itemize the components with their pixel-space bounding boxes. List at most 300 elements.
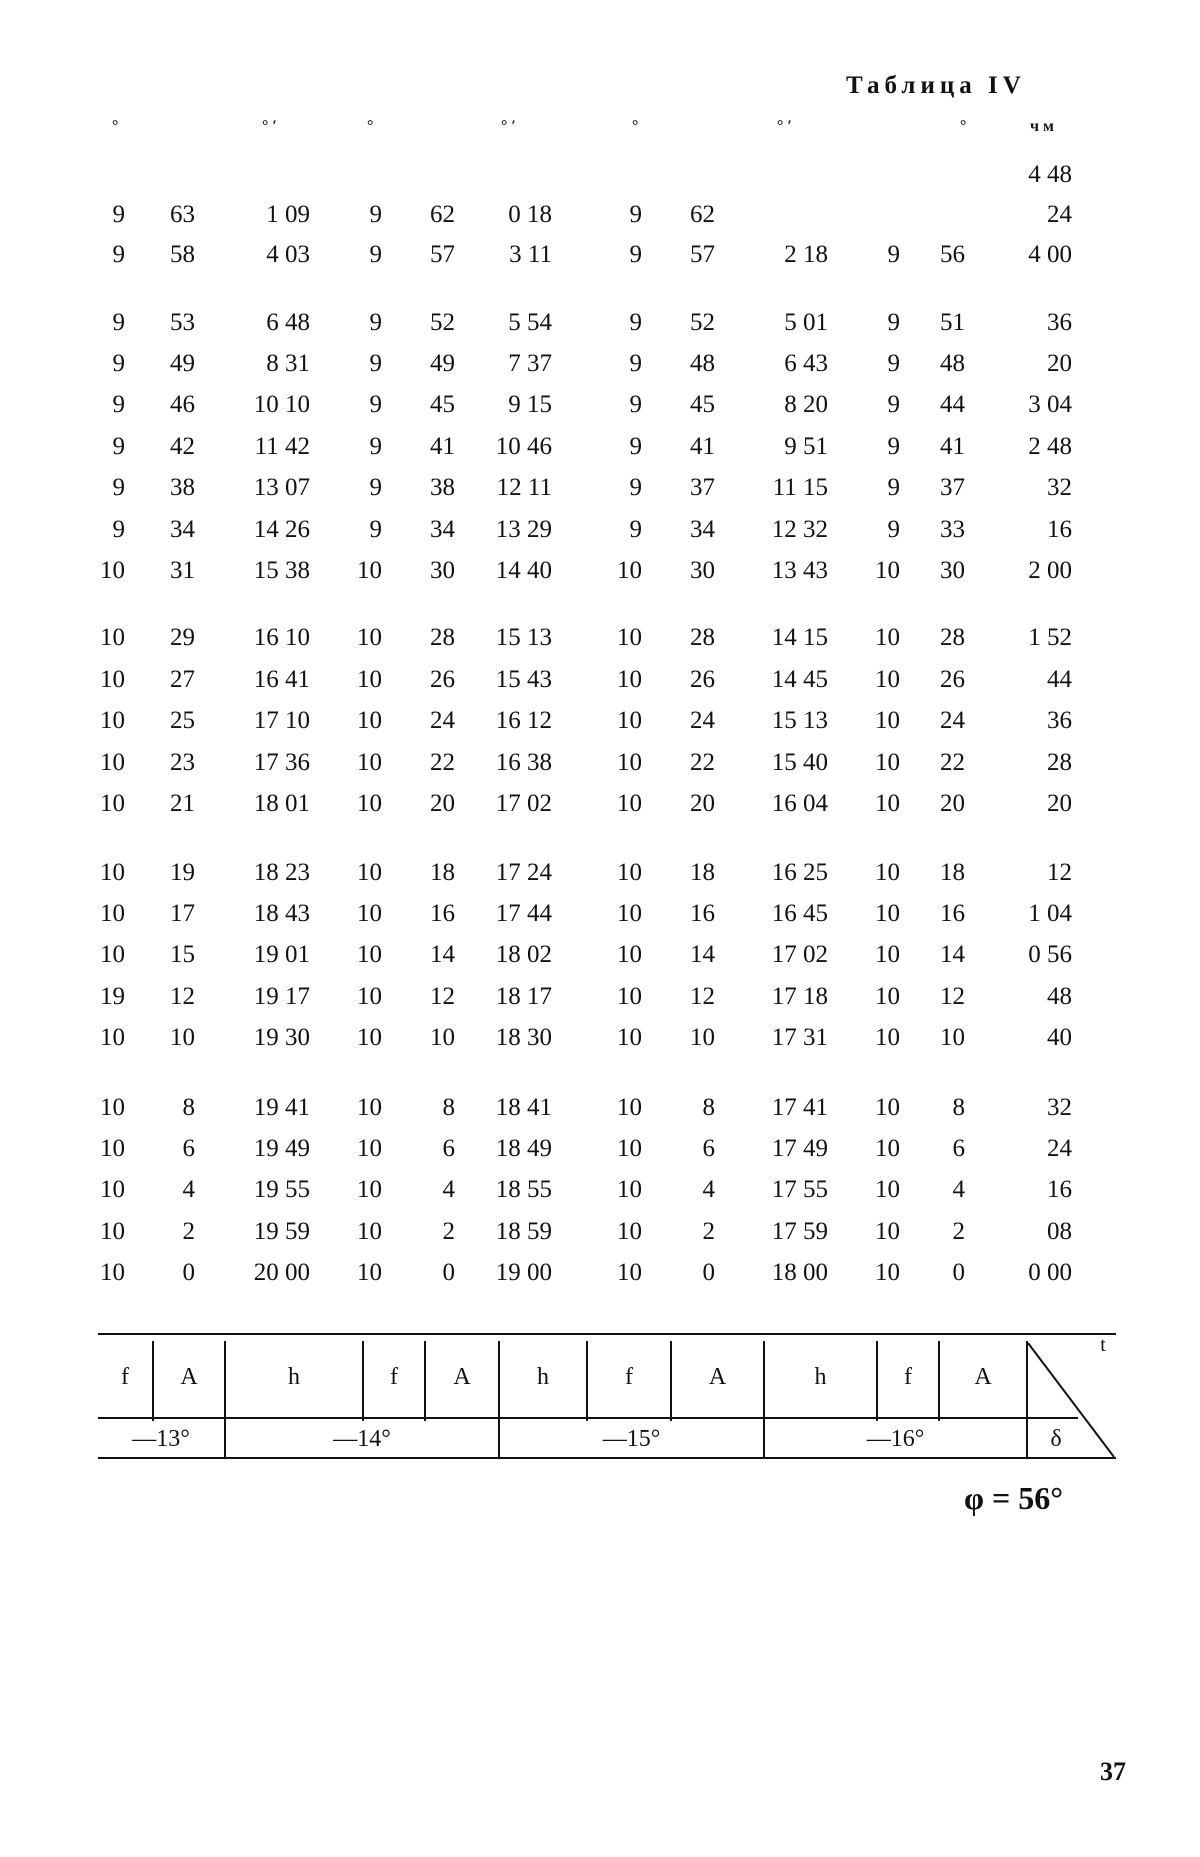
table-cell: 17 24: [495, 859, 552, 886]
table-row: [0, 515, 1200, 545]
table-cell: 0 56: [1028, 941, 1072, 968]
table-cell: 10: [617, 790, 642, 817]
table-cell: 9: [629, 241, 642, 268]
table-cell: 10: [357, 557, 382, 584]
table-cell: 45: [430, 391, 455, 418]
table-cell: 9: [369, 350, 382, 377]
table-cell: 9: [112, 433, 125, 460]
table-cell: 6 43: [784, 350, 828, 377]
table-cell: 13 07: [253, 474, 310, 501]
table-cell: 38: [170, 474, 195, 501]
table-cell: 2: [442, 1218, 455, 1245]
group-label-minus13: —13°: [132, 1426, 190, 1452]
table-cell: 10: [875, 707, 900, 734]
table-cell: 9: [629, 350, 642, 377]
table-cell: 10: [100, 624, 125, 651]
table-cell: 10: [617, 666, 642, 693]
table-cell: 9: [887, 474, 900, 501]
table-cell: 19 01: [253, 941, 310, 968]
table-cell: 10: [357, 983, 382, 1010]
table-cell: 36: [1047, 707, 1072, 734]
table-cell: 12: [1047, 859, 1072, 886]
footer-mid-rule: [98, 1417, 1078, 1419]
table-cell: 0: [702, 1259, 715, 1286]
table-cell: 10: [100, 666, 125, 693]
table-cell: 16: [690, 900, 715, 927]
footer-bottom-rule: [98, 1457, 1116, 1459]
table-row: [0, 1023, 1200, 1053]
table-cell: 17 44: [495, 900, 552, 927]
table-cell: 22: [940, 749, 965, 776]
table-cell: 0 00: [1028, 1259, 1072, 1286]
table-cell: 10: [617, 1176, 642, 1203]
t-label: t: [1100, 1334, 1106, 1356]
col-label-a: A: [974, 1364, 992, 1390]
table-cell: 4 00: [1028, 241, 1072, 268]
col-label-h: h: [537, 1364, 549, 1390]
table-cell: 10: [100, 1094, 125, 1121]
table-row: [0, 706, 1200, 736]
table-cell: 15 40: [771, 749, 828, 776]
table-cell: 15 43: [495, 666, 552, 693]
table-cell: 28: [690, 624, 715, 651]
table-cell: 8: [702, 1094, 715, 1121]
table-cell: 18 17: [495, 983, 552, 1010]
table-cell: 10: [617, 1218, 642, 1245]
table-cell: 19 49: [253, 1135, 310, 1162]
table-cell: 28: [940, 624, 965, 651]
table-cell: 10: [357, 707, 382, 734]
table-cell: 13 29: [495, 516, 552, 543]
table-cell: 2: [182, 1218, 195, 1245]
table-cell: 18 43: [253, 900, 310, 927]
table-cell: 12 11: [496, 474, 552, 501]
table-cell: 10: [875, 1176, 900, 1203]
table-cell: 2 00: [1028, 557, 1072, 584]
table-cell: 10: [875, 1259, 900, 1286]
table-cell: 15 13: [495, 624, 552, 651]
header-mark: ° ′: [777, 118, 792, 135]
table-cell: 9: [629, 201, 642, 228]
table-cell: 19: [100, 983, 125, 1010]
table-row: [0, 899, 1200, 929]
table-cell: 27: [170, 666, 195, 693]
table-cell: 16 04: [771, 790, 828, 817]
table-cell: 10: [875, 624, 900, 651]
table-cell: 10: [875, 900, 900, 927]
table-cell: 10: [357, 900, 382, 927]
table-cell: 6: [952, 1135, 965, 1162]
table-cell: 9: [112, 350, 125, 377]
table-cell: 28: [1047, 749, 1072, 776]
table-cell: 10: [617, 624, 642, 651]
table-cell: 14 15: [771, 624, 828, 651]
table-cell: 3 11: [509, 241, 552, 268]
table-row: [0, 240, 1200, 270]
table-cell: 9: [887, 516, 900, 543]
table-cell: 15 13: [771, 707, 828, 734]
table-cell: 9: [369, 433, 382, 460]
table-cell: 16 25: [771, 859, 828, 886]
group-label-minus15: —15°: [602, 1426, 661, 1452]
table-cell: 2 18: [784, 241, 828, 268]
table-row: [0, 858, 1200, 888]
table-cell: 10: [617, 749, 642, 776]
group-label-minus16: —16°: [866, 1426, 925, 1452]
table-cell: 4: [702, 1176, 715, 1203]
table-row: [0, 940, 1200, 970]
table-cell: 20 00: [253, 1259, 310, 1286]
table-cell: 9: [112, 241, 125, 268]
table-cell: 1 09: [266, 201, 310, 228]
col-label-f: f: [390, 1364, 398, 1390]
header-mark: ° ′: [262, 118, 277, 135]
table-cell: 18: [940, 859, 965, 886]
table-cell: 2: [702, 1218, 715, 1245]
table-cell: 24: [430, 707, 455, 734]
table-cell: 41: [430, 433, 455, 460]
table-cell: 9: [887, 350, 900, 377]
table-cell: 9: [369, 201, 382, 228]
table-cell: 48: [940, 350, 965, 377]
table-cell: 17 10: [253, 707, 310, 734]
col-label-f: f: [904, 1364, 912, 1390]
table-cell: 9: [887, 391, 900, 418]
table-cell: 9: [629, 309, 642, 336]
table-footer: [98, 1333, 1116, 1468]
table-cell: 10: [875, 749, 900, 776]
table-row: [0, 349, 1200, 379]
table-cell: 52: [690, 309, 715, 336]
table-cell: 10: [875, 557, 900, 584]
table-cell: 9: [112, 474, 125, 501]
table-cell: 17: [170, 900, 195, 927]
table-cell: 1 04: [1028, 900, 1072, 927]
table-cell: 12: [170, 983, 195, 1010]
table-cell: 32: [1047, 474, 1072, 501]
table-cell: 18 00: [771, 1259, 828, 1286]
table-cell: 8 20: [784, 391, 828, 418]
table-cell: 18 30: [495, 1024, 552, 1051]
table-cell: 49: [430, 350, 455, 377]
table-cell: 20: [1047, 790, 1072, 817]
table-cell: 11 15: [772, 474, 828, 501]
table-cell: 25: [170, 707, 195, 734]
table-cell: 31: [170, 557, 195, 584]
table-cell: 9 15: [508, 391, 552, 418]
table-cell: 4: [442, 1176, 455, 1203]
col-label-a: A: [453, 1364, 471, 1390]
table-cell: 10: [100, 1218, 125, 1245]
table-cell: 14 45: [771, 666, 828, 693]
table-cell: 30: [940, 557, 965, 584]
table-cell: 10 46: [495, 433, 552, 460]
table-cell: 44: [1047, 666, 1072, 693]
table-cell: 10: [357, 1024, 382, 1051]
table-cell: 10: [357, 790, 382, 817]
table-row: [0, 623, 1200, 653]
table-cell: 0: [182, 1259, 195, 1286]
header-mark: ° ′: [501, 118, 516, 135]
table-cell: 26: [690, 666, 715, 693]
table-cell: 8: [952, 1094, 965, 1121]
table-cell: 20: [940, 790, 965, 817]
table-cell: 2 48: [1028, 433, 1072, 460]
latitude-label: φ = 56°: [964, 1480, 1063, 1516]
table-cell: 10: [357, 1259, 382, 1286]
table-cell: 16: [430, 900, 455, 927]
table-cell: 40: [1047, 1024, 1072, 1051]
table-cell: 4: [952, 1176, 965, 1203]
header-mark: °: [112, 118, 119, 135]
table-cell: 22: [690, 749, 715, 776]
table-cell: 12: [690, 983, 715, 1010]
table-cell: 37: [940, 474, 965, 501]
table-cell: 41: [940, 433, 965, 460]
table-cell: 10: [100, 790, 125, 817]
table-cell: 19 59: [253, 1218, 310, 1245]
table-cell: 42: [170, 433, 195, 460]
table-cell: 10: [617, 900, 642, 927]
table-cell: 16: [1047, 516, 1072, 543]
col-label-a: A: [180, 1364, 198, 1390]
table-cell: 28: [430, 624, 455, 651]
table-cell: 10: [357, 859, 382, 886]
table-cell: 9: [369, 309, 382, 336]
table-row: [0, 556, 1200, 586]
table-cell: 10: [100, 941, 125, 968]
table-cell: 10: [617, 1024, 642, 1051]
table-row: [0, 789, 1200, 819]
col-label-a: A: [708, 1364, 727, 1390]
table-cell: 10: [357, 1135, 382, 1162]
table-cell: 18 59: [495, 1218, 552, 1245]
col-label-f: f: [625, 1364, 633, 1390]
table-cell: 10: [875, 1218, 900, 1245]
group-label-minus14: —14°: [333, 1426, 391, 1452]
table-cell: 10: [875, 1135, 900, 1162]
table-cell: 10: [100, 900, 125, 927]
table-cell: 6: [702, 1135, 715, 1162]
table-cell: 30: [430, 557, 455, 584]
table-cell: 5 01: [784, 309, 828, 336]
header-mark: ч м: [1030, 118, 1054, 135]
table-cell: 10: [875, 983, 900, 1010]
table-cell: 14: [690, 941, 715, 968]
table-cell: 57: [690, 241, 715, 268]
col-label-f: f: [121, 1364, 129, 1390]
table-cell: 56: [940, 241, 965, 268]
table-cell: 10: [617, 1135, 642, 1162]
table-row: [0, 665, 1200, 695]
table-cell: 10: [940, 1024, 965, 1051]
table-cell: 24: [690, 707, 715, 734]
table-cell: 17 31: [771, 1024, 828, 1051]
table-cell: 16 38: [495, 749, 552, 776]
table-row: [0, 432, 1200, 462]
table-cell: 17 55: [771, 1176, 828, 1203]
col-label-h: h: [288, 1364, 300, 1390]
table-cell: 52: [430, 309, 455, 336]
table-cell: 48: [690, 350, 715, 377]
table-cell: 10: [430, 1024, 455, 1051]
table-cell: 33: [940, 516, 965, 543]
table-cell: 14 26: [253, 516, 310, 543]
table-cell: 30: [690, 557, 715, 584]
page-number: 37: [1100, 1757, 1126, 1786]
table-row: [0, 473, 1200, 503]
table-cell: 24: [940, 707, 965, 734]
table-cell: 36: [1047, 309, 1072, 336]
table-cell: 9: [887, 309, 900, 336]
table-cell: 9: [112, 516, 125, 543]
table-cell: 17 59: [771, 1218, 828, 1245]
table-cell: 19 41: [253, 1094, 310, 1121]
table-cell: 17 18: [771, 983, 828, 1010]
table-cell: 17 49: [771, 1135, 828, 1162]
table-cell: 6 48: [266, 309, 310, 336]
table-row: [0, 200, 1200, 230]
table-cell: 44: [940, 391, 965, 418]
table-cell: 10: [690, 1024, 715, 1051]
table-cell: 18: [430, 859, 455, 886]
table-cell: 10: [617, 557, 642, 584]
table-cell: 4 03: [266, 241, 310, 268]
table-cell: 16: [940, 900, 965, 927]
table-cell: 16 10: [253, 624, 310, 651]
table-title: Таблица IV: [846, 72, 1026, 99]
table-cell: 14 40: [495, 557, 552, 584]
table-cell: 15 38: [253, 557, 310, 584]
table-cell: 10: [100, 707, 125, 734]
table-cell: 10: [100, 1259, 125, 1286]
table-cell: 9: [629, 474, 642, 501]
table-cell: 4: [182, 1176, 195, 1203]
table-cell: 10: [875, 1024, 900, 1051]
table-cell: 12: [940, 983, 965, 1010]
table-cell: 18 23: [253, 859, 310, 886]
table-cell: 6: [442, 1135, 455, 1162]
table-cell: 63: [170, 201, 195, 228]
table-cell: 29: [170, 624, 195, 651]
table-cell: 19: [170, 859, 195, 886]
table-row: [0, 1093, 1200, 1123]
table-cell: 10: [875, 859, 900, 886]
header-mark: °: [960, 118, 967, 135]
table-cell: 10: [357, 624, 382, 651]
delta-label: δ: [1050, 1426, 1062, 1452]
table-cell: 20: [430, 790, 455, 817]
table-cell: 10: [100, 1024, 125, 1051]
table-cell: 58: [170, 241, 195, 268]
table-cell: 8: [182, 1094, 195, 1121]
table-cell: 10: [875, 941, 900, 968]
table-cell: 3 04: [1028, 391, 1072, 418]
table-cell: 10: [875, 790, 900, 817]
table-row: [0, 160, 1200, 190]
table-row: [0, 390, 1200, 420]
table-cell: 8 31: [266, 350, 310, 377]
table-cell: 15: [170, 941, 195, 968]
table-cell: 22: [430, 749, 455, 776]
table-cell: 7 37: [508, 350, 552, 377]
table-cell: 62: [430, 201, 455, 228]
table-cell: 10: [170, 1024, 195, 1051]
table-cell: 0: [952, 1259, 965, 1286]
table-cell: 19 30: [253, 1024, 310, 1051]
table-cell: 32: [1047, 1094, 1072, 1121]
table-cell: 12: [430, 983, 455, 1010]
table-cell: 19 17: [253, 983, 310, 1010]
table-cell: 10: [100, 1135, 125, 1162]
table-row: [0, 1134, 1200, 1164]
table-cell: 19 55: [253, 1176, 310, 1203]
table-cell: 24: [1047, 201, 1072, 228]
table-cell: 9: [369, 241, 382, 268]
table-cell: 16 45: [771, 900, 828, 927]
table-cell: 37: [690, 474, 715, 501]
table-cell: 10: [357, 1218, 382, 1245]
table-cell: 62: [690, 201, 715, 228]
table-cell: 9: [112, 391, 125, 418]
table-cell: 10: [617, 941, 642, 968]
table-cell: 10: [357, 1176, 382, 1203]
table-cell: 26: [430, 666, 455, 693]
table-cell: 11 42: [254, 433, 310, 460]
table-cell: 18 55: [495, 1176, 552, 1203]
table-cell: 10: [100, 1176, 125, 1203]
table-cell: 10: [357, 749, 382, 776]
table-cell: 9: [887, 433, 900, 460]
table-cell: 14: [940, 941, 965, 968]
table-cell: 46: [170, 391, 195, 418]
table-row: [0, 982, 1200, 1012]
table-cell: 9: [629, 433, 642, 460]
table-cell: 34: [170, 516, 195, 543]
table-cell: 9: [629, 516, 642, 543]
table-cell: 8: [442, 1094, 455, 1121]
table-cell: 26: [940, 666, 965, 693]
table-cell: 9 51: [784, 433, 828, 460]
table-cell: 0 18: [508, 201, 552, 228]
table-cell: 10: [100, 557, 125, 584]
header-mark: °: [367, 118, 374, 135]
table-cell: 21: [170, 790, 195, 817]
table-cell: 10: [617, 859, 642, 886]
table-cell: 1 52: [1028, 624, 1072, 651]
table-cell: 10: [357, 666, 382, 693]
table-cell: 17 36: [253, 749, 310, 776]
table-cell: 10: [357, 1094, 382, 1121]
table-cell: 20: [690, 790, 715, 817]
table-cell: 23: [170, 749, 195, 776]
table-cell: 6: [182, 1135, 195, 1162]
table-cell: 49: [170, 350, 195, 377]
header-mark: °: [632, 118, 639, 135]
table-cell: 9: [112, 309, 125, 336]
table-cell: 19 00: [495, 1259, 552, 1286]
table-cell: 57: [430, 241, 455, 268]
table-cell: 08: [1047, 1218, 1072, 1245]
table-cell: 10: [617, 1259, 642, 1286]
table-cell: 10: [875, 666, 900, 693]
table-cell: 10: [617, 983, 642, 1010]
table-cell: 18 49: [495, 1135, 552, 1162]
table-cell: 2: [952, 1218, 965, 1245]
table-cell: 34: [430, 516, 455, 543]
table-cell: 53: [170, 309, 195, 336]
table-cell: 4 48: [1028, 161, 1072, 188]
